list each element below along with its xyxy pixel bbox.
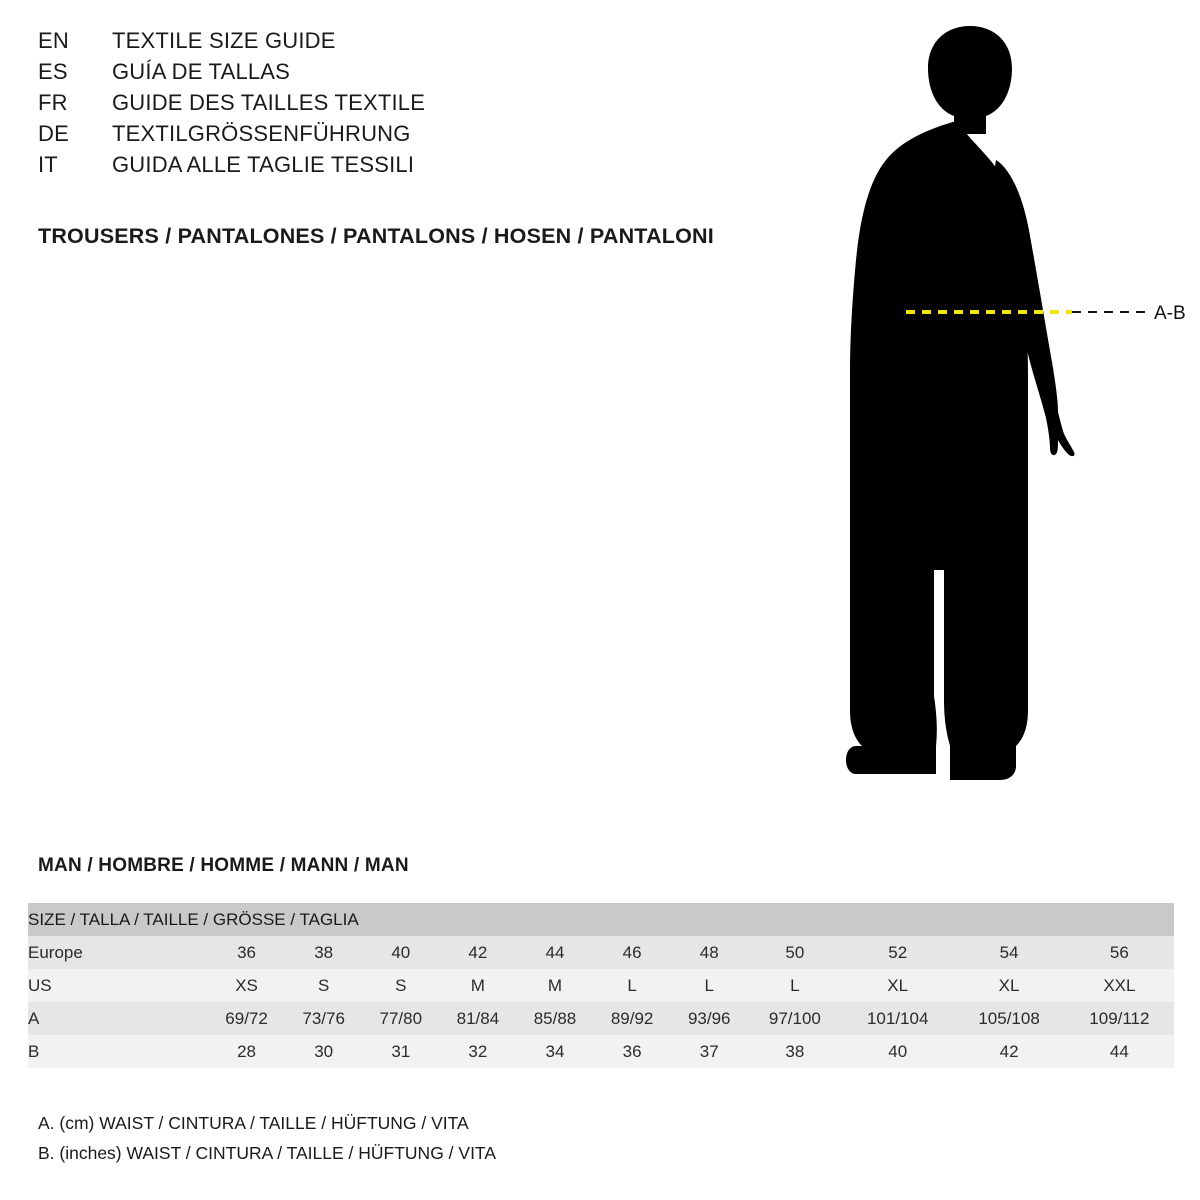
cell-value: 81/84	[439, 1002, 516, 1035]
cell-value: 52	[842, 936, 953, 969]
measure-label-ab: A-B	[1154, 303, 1186, 324]
cell-value: XS	[208, 969, 285, 1002]
cell-value: XL	[953, 969, 1064, 1002]
cell-value: 36	[594, 1035, 671, 1068]
language-row	[38, 28, 798, 59]
table-row	[28, 936, 1174, 969]
table-header-label: SIZE / TALLA / TAILLE / GRÖSSE / TAGLIA	[28, 903, 1174, 936]
cell-value: 105/108	[953, 1002, 1064, 1035]
language-title: TEXTILE SIZE GUIDE	[112, 28, 336, 53]
cell-value: 32	[439, 1035, 516, 1068]
cell-value: 42	[439, 936, 516, 969]
cell-value: 97/100	[748, 1002, 842, 1035]
cell-value: 48	[671, 936, 748, 969]
cell-value: 37	[671, 1035, 748, 1068]
cell-value: XXL	[1065, 969, 1174, 1002]
footnote-b: B. (inches) WAIST / CINTURA / TAILLE / HÜFTUNG / VITA	[38, 1143, 496, 1163]
cell-value: 85/88	[516, 1002, 593, 1035]
cell-value: S	[362, 969, 439, 1002]
language-code: FR	[38, 90, 68, 115]
cell-value: 36	[208, 936, 285, 969]
cell-value: L	[748, 969, 842, 1002]
language-code: EN	[38, 28, 69, 53]
cell-value: 54	[953, 936, 1064, 969]
cell-value: 34	[516, 1035, 593, 1068]
language-title: GUIDA ALLE TAGLIE TESSILI	[112, 152, 415, 177]
language-code: ES	[38, 59, 68, 84]
language-row	[38, 90, 798, 121]
cell-value: L	[671, 969, 748, 1002]
footnote-a: A. (cm) WAIST / CINTURA / TAILLE / HÜFTUNG / VITA	[38, 1113, 469, 1133]
cell-value: 69/72	[208, 1002, 285, 1035]
garment-type-subtitle: TROUSERS / PANTALONES / PANTALONS / HOSEN / PANTALONI	[38, 224, 714, 248]
row-label: B	[28, 1035, 208, 1068]
cell-value: 28	[208, 1035, 285, 1068]
man-silhouette-figure	[810, 10, 1200, 810]
table-row	[28, 1035, 1174, 1068]
cell-value: S	[285, 969, 362, 1002]
cell-value: 42	[953, 1035, 1064, 1068]
row-label: Europe	[28, 936, 208, 969]
cell-value: XL	[842, 969, 953, 1002]
language-row	[38, 152, 798, 183]
cell-value: 93/96	[671, 1002, 748, 1035]
section-label-man: MAN / HOMBRE / HOMME / MANN / MAN	[38, 855, 409, 876]
cell-value: M	[516, 969, 593, 1002]
language-row	[38, 59, 798, 90]
language-title: GUÍA DE TALLAS	[112, 59, 291, 84]
table-header-row	[28, 903, 1174, 936]
language-title: TEXTILGRÖSSENFÜHRUNG	[112, 121, 411, 146]
row-label: US	[28, 969, 208, 1002]
cell-value: 44	[516, 936, 593, 969]
cell-value: 109/112	[1065, 1002, 1174, 1035]
size-table	[28, 903, 1174, 1068]
language-row	[38, 121, 798, 152]
cell-value: 46	[594, 936, 671, 969]
silhouette-shape	[846, 26, 1075, 780]
table-row	[28, 1002, 1174, 1035]
cell-value: 89/92	[594, 1002, 671, 1035]
cell-value: 56	[1065, 936, 1174, 969]
language-code: IT	[38, 152, 58, 177]
language-title: GUIDE DES TAILLES TEXTILE	[112, 90, 426, 115]
cell-value: 30	[285, 1035, 362, 1068]
cell-value: 40	[362, 936, 439, 969]
footnotes	[38, 1108, 496, 1168]
cell-value: 77/80	[362, 1002, 439, 1035]
cell-value: 44	[1065, 1035, 1174, 1068]
row-label: A	[28, 1002, 208, 1035]
cell-value: M	[439, 969, 516, 1002]
cell-value: 31	[362, 1035, 439, 1068]
cell-value: 50	[748, 936, 842, 969]
language-title-block	[38, 28, 798, 183]
cell-value: 40	[842, 1035, 953, 1068]
cell-value: 38	[748, 1035, 842, 1068]
language-code: DE	[38, 121, 69, 146]
cell-value: 101/104	[842, 1002, 953, 1035]
cell-value: 73/76	[285, 1002, 362, 1035]
cell-value: 38	[285, 936, 362, 969]
cell-value: L	[594, 969, 671, 1002]
table-row	[28, 969, 1174, 1002]
